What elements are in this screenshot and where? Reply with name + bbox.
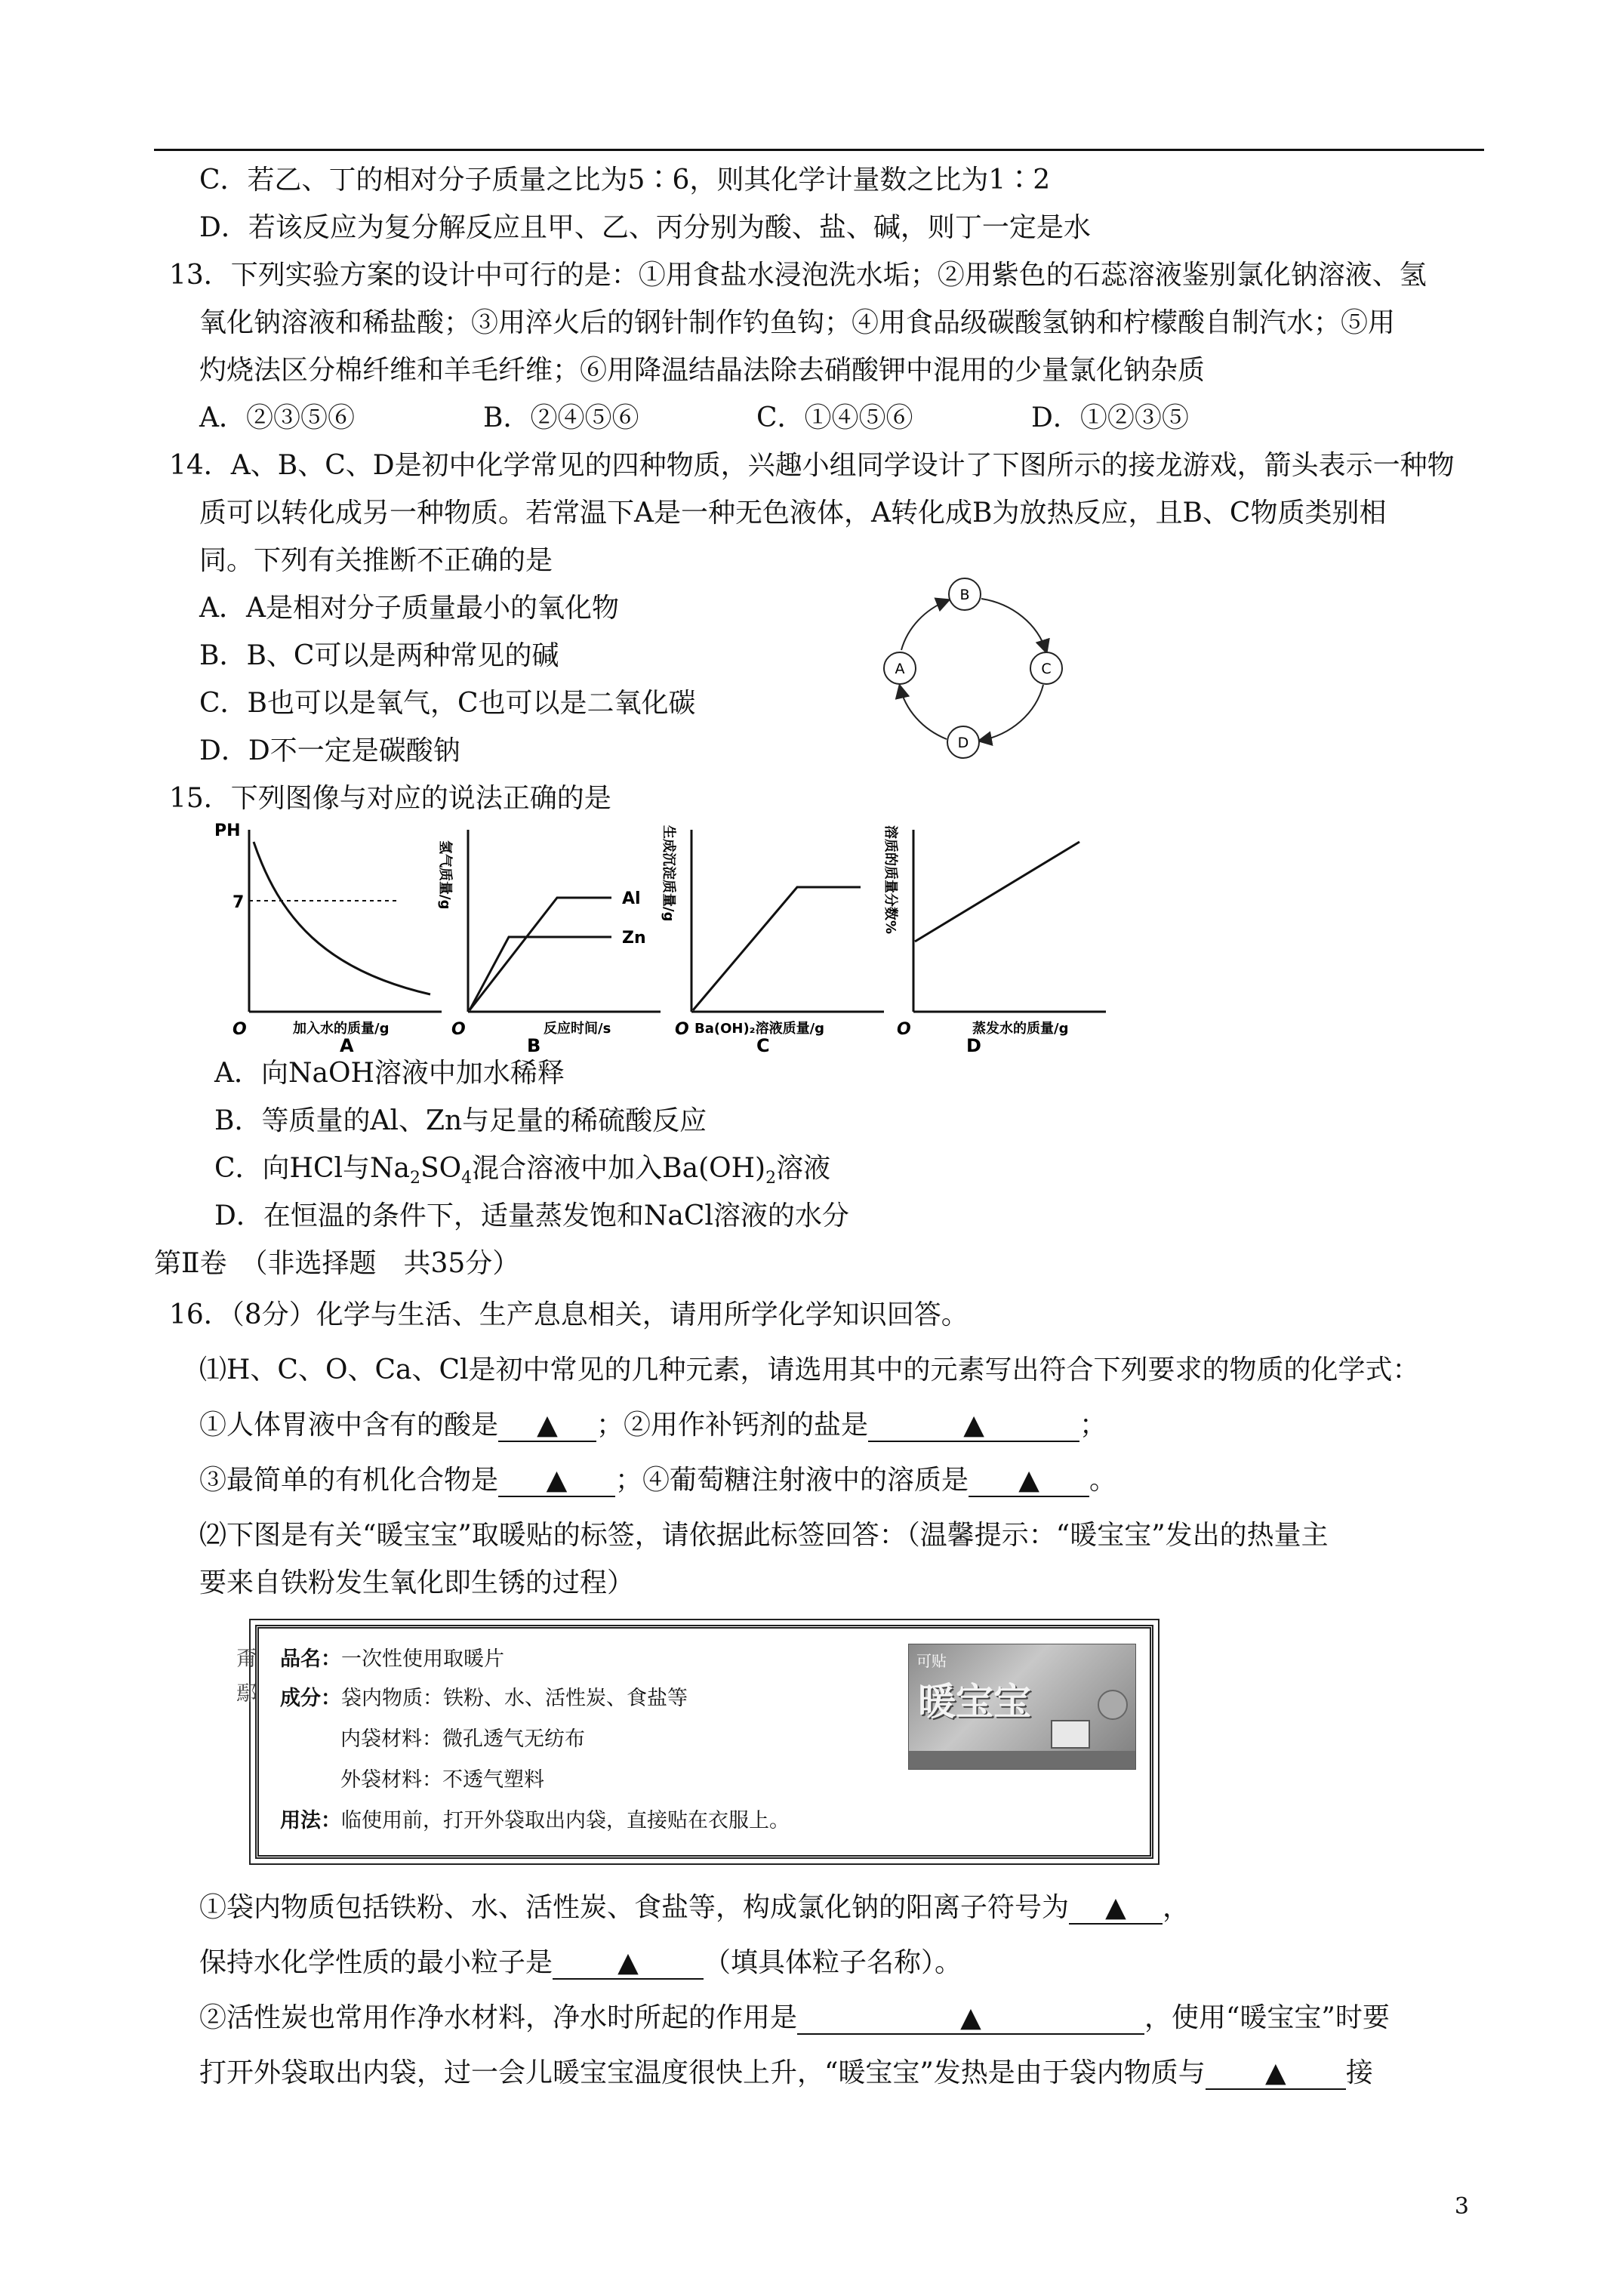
graph-d-origin: O — [897, 1020, 911, 1039]
graph-b-zn-line — [470, 937, 611, 1010]
q16-part1: ⑴H、C、O、Ca、Cl是初中常见的几种元素，请选用其中的元素写出符合下列要求的物质的化学式： — [199, 1354, 1420, 1385]
q16-row1: ①人体胃液中含有的酸是 ▲ ；②用作补钙剂的盐是 ▲ ； — [199, 1410, 1107, 1441]
q14-option-c: C．B也可以是氧气，C也可以是二氧化碳 — [199, 688, 696, 719]
graph-c-line — [693, 887, 861, 1010]
q14-stem-line2: 质可以转化成另一种物质。若常温下A是一种无色液体，A转化成B为放热反应，且B、C物质类别相 — [199, 498, 1387, 529]
graph-b-xlabel: 反应时间/s — [544, 1021, 611, 1037]
graph-d-ylabel — [882, 825, 899, 934]
q15-option-c: C．向HCl与$Na_2SO_4$混合溶液中加入$Ba(OH)_2$溶液 — [214, 1153, 831, 1188]
q13-option-c: C．①④⑤⑥ — [756, 402, 913, 433]
q16-row2: ③最简单的有机化合物是 ▲ ；④葡萄糖注射液中的溶质是 ▲ 。 — [199, 1465, 1117, 1496]
graph-d-line — [915, 842, 1079, 942]
answer-blank[interactable]: ▲ — [1069, 1893, 1163, 1925]
answer-blank[interactable]: ▲ — [969, 1465, 1089, 1497]
q12-option-c: C．若乙、丁的相对分子质量之比为5∶6，则其化学计量数之比为1∶2 — [199, 165, 1051, 196]
section-2-heading: 第Ⅱ卷 （非选择题 共35分） — [154, 1248, 520, 1279]
node-d-label: D — [957, 735, 969, 751]
q15-option-a: A．向NaOH溶液中加水稀释 — [214, 1058, 565, 1089]
arrow-c-to-d — [980, 685, 1043, 741]
answer-blank[interactable]: ▲ — [797, 2003, 1144, 2035]
graph-d-xlabel: 蒸发水的质量/g — [972, 1021, 1069, 1037]
q13-option-d: D．①②③⑤ — [1031, 402, 1189, 433]
graph-a-tick7: 7 — [233, 893, 245, 912]
q14-option-d: D．D不一定是碳酸钠 — [199, 735, 460, 766]
answer-blank[interactable]: ▲ — [553, 1948, 704, 1980]
label-edge-text-1: 甭 — [236, 1647, 257, 1671]
arrow-a-to-b — [901, 600, 948, 650]
label-edge-text-2: 鄢 — [236, 1682, 257, 1706]
q16-sub2-line1: ②活性炭也常用作净水材料，净水时所起的作用是 ▲ ，使用“暖宝宝”时要 — [199, 2002, 1390, 2033]
q13-option-b: B．②④⑤⑥ — [483, 402, 639, 433]
graph-a-origin: O — [233, 1020, 247, 1039]
answer-blank[interactable]: ▲ — [498, 1410, 596, 1442]
label-name: 品名：一次性使用取暖片 — [280, 1647, 504, 1671]
q16-sub2-line2: 打开外袋取出内袋，过一会儿暖宝宝温度很快上升，“暖宝宝”发热是由于袋内物质与 ▲ 接 — [199, 2057, 1373, 2088]
label-composition-3: 外袋材料：不透气塑料 — [340, 1768, 544, 1792]
q14-cycle-diagram — [868, 578, 1079, 766]
graph-a-letter: A — [340, 1035, 354, 1053]
graph-d-letter: D — [966, 1035, 981, 1053]
q15-graph-b — [430, 819, 664, 1053]
package-thumbnail — [1051, 1720, 1090, 1749]
graph-b-ylabel — [437, 840, 454, 909]
answer-blank[interactable]: ▲ — [498, 1465, 615, 1497]
warmer-package-image — [908, 1644, 1136, 1770]
q15-stem: 15．下列图像与对应的说法正确的是 — [169, 783, 611, 814]
q15-graph-d — [876, 819, 1110, 1053]
answer-blank[interactable]: ▲ — [1206, 2058, 1346, 2090]
page-number: 3 — [1454, 2193, 1469, 2220]
node-b-label: B — [959, 587, 970, 603]
q15-graph-a — [211, 819, 445, 1053]
graph-b-origin: O — [451, 1020, 466, 1039]
answer-blank[interactable]: ▲ — [868, 1410, 1079, 1442]
graph-b-al-label: Al — [622, 889, 641, 908]
q15-option-b: B．等质量的Al、Zn与足量的稀硫酸反应 — [214, 1105, 707, 1136]
graph-b-al-line — [470, 898, 611, 1010]
q14-stem-line3: 同。下列有关推断不正确的是 — [199, 545, 553, 576]
q16-sub1-line1: ①袋内物质包括铁粉、水、活性炭、食盐等，构成氯化钠的阳离子符号为 ▲ ， — [199, 1892, 1190, 1923]
arrow-d-to-a — [900, 686, 947, 739]
graph-c-xlabel: Ba(OH)₂溶液质量/g — [694, 1021, 825, 1037]
graph-a-xlabel: 加入水的质量/g — [293, 1021, 390, 1037]
label-composition-1: 成分：袋内物质：铁粉、水、活性炭、食盐等 — [280, 1687, 688, 1710]
graph-c-ylabel — [661, 825, 677, 921]
q14-option-a: A．A是相对分子质量最小的氧化物 — [199, 593, 619, 624]
graph-a-curve — [254, 842, 430, 994]
node-c-label: C — [1041, 661, 1052, 677]
label-composition-2: 内袋材料：微孔透气无纺布 — [340, 1727, 585, 1751]
arrow-b-to-c — [981, 599, 1046, 652]
svg-text:生成沉淀质量/g: 生成沉淀质量/g — [661, 825, 676, 922]
q13-stem-line1: 13．下列实验方案的设计中可行的是：①用食盐水浸泡洗水垢；②用紫色的石蕊溶液鉴别氯化钠溶液、氢 — [169, 260, 1427, 291]
q14-option-b: B．B、C可以是两种常见的碱 — [199, 640, 559, 671]
package-small-text: 可贴 — [916, 1652, 947, 1670]
q16-part2-line2: 要来自铁粉发生氧化即生锈的过程） — [199, 1567, 635, 1598]
q13-stem-line2: 氧化钠溶液和稀盐酸；③用淬火后的钢针制作钓鱼钩；④用食品级碳酸氢钠和柠檬酸自制汽水；⑤用 — [199, 307, 1396, 338]
q16-stem: 16．（8分）化学与生活、生产息息相关，请用所学化学知识回答。 — [169, 1299, 969, 1330]
graph-b-zn-label: Zn — [622, 929, 646, 948]
q16-sub1-line2: 保持水化学性质的最小粒子是 ▲ （填具体粒子名称）。 — [199, 1947, 962, 1978]
q13-option-a: A．②③⑤⑥ — [199, 402, 355, 433]
graph-b-letter: B — [527, 1035, 541, 1053]
node-a-label: A — [895, 661, 905, 677]
svg-text:氢气质量/g: 氢气质量/g — [437, 840, 453, 910]
q14-stem-line1: 14．A、B、C、D是初中化学常见的四种物质，兴趣小组同学设计了下图所示的接龙游戏，箭头表示一种物 — [169, 450, 1455, 481]
q15-graph-c — [654, 819, 888, 1053]
svg-text:溶质的质量分数%: 溶质的质量分数% — [882, 825, 898, 935]
graph-a-ylabel: PH — [214, 821, 241, 840]
q16-part2-line1: ⑵下图是有关“暖宝宝”取暖贴的标签，请依据此标签回答：（温馨提示：“暖宝宝”发出的热量主 — [199, 1520, 1329, 1551]
package-footer-band — [909, 1751, 1135, 1769]
package-circle-icon — [1098, 1690, 1128, 1720]
header-rule — [154, 149, 1484, 151]
q12-option-d: D．若该反应为复分解反应且甲、乙、丙分别为酸、盐、碱，则丁一定是水 — [199, 212, 1091, 243]
warmer-label-box — [236, 1625, 1153, 1859]
package-title: 暖宝宝 — [918, 1680, 1031, 1724]
q13-stem-line3: 灼烧法区分棉纤维和羊毛纤维；⑥用降温结晶法除去硝酸钾中混用的少量氯化钠杂质 — [199, 355, 1206, 386]
graph-c-letter: C — [756, 1035, 770, 1053]
q15-option-d: D．在恒温的条件下，适量蒸发饱和NaCl溶液的水分 — [214, 1200, 849, 1231]
graph-c-origin: O — [675, 1020, 689, 1039]
label-usage: 用法：临使用前，打开外袋取出内袋，直接贴在衣服上。 — [280, 1809, 790, 1832]
